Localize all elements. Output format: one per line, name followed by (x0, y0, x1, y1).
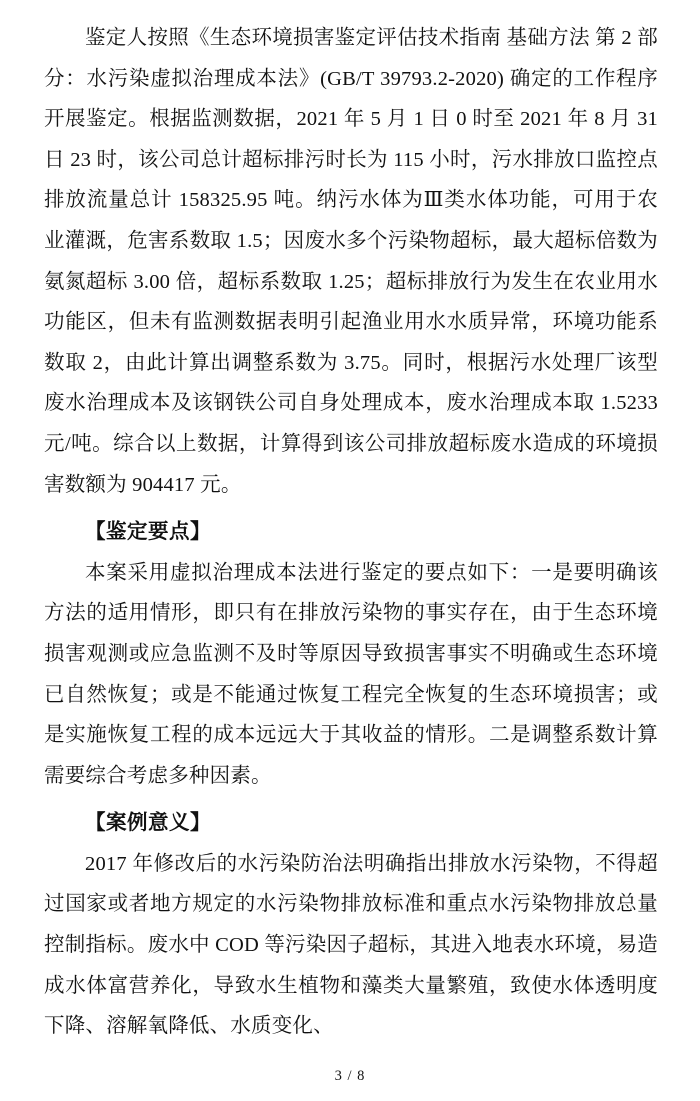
section-body-case-significance: 2017 年修改后的水污染防治法明确指出排放水污染物，不得超过国家或者地方规定的水污染物排放标准和重点水污染物排放总量控制指标。废水中 COD 等污染因子超标，其进入地表水环境，易造成水体富营养化，导致水生植物和藻类大量繁殖，致使水体透明度下降、溶解氧降低、水质变化、 (44, 852, 658, 1038)
page-number-footer: 3 / 8 (334, 1068, 366, 1084)
paragraph-spacer-1 (44, 505, 658, 512)
section-heading-appraisal-points: 【鉴定要点】 (85, 521, 211, 544)
paragraph-spacer-2 (44, 796, 658, 803)
section-heading-case-significance: 【案例意义】 (85, 812, 211, 835)
section-body-appraisal-points: 本案采用虚拟治理成本法进行鉴定的要点如下：一是要明确该方法的适用情形，即只有在排放污染物的事实存在，由于生态环境损害观测或应急监测不及时等原因导致损害事实不明确或生态环境已自然恢复；或是不能通过恢复工程完全恢复的生态环境损害；或是实施恢复工程的成本远远大于其收益的情形。二是调整系数计算需要综合考虑多种因素。 (44, 561, 658, 787)
body-paragraph-1: 鉴定人按照《生态环境损害鉴定评估技术指南 基础方法 第 2 部分：水污染虚拟治理成本法》(GB/T 39793.2-2020) 确定的工作程序开展鉴定。根据监测数据，2021 年 5 月 1 日 0 时至 2021 年 8 月 31 日 23 时，该公司总计超标排污时长为 115 小时，污水排放口监控点排放流量总计 158325.95 吨。纳污水体为Ⅲ类水体功能，可用于农业灌溉，危害系数取 1.5；因废水多个污染物超标，最大超标倍数为氨氮超标 3.00 倍，超标系数取 1.25；超标排放行为发生在农业用水功能区，但未有监测数据表明引起渔业用水水质异常，环境功能系数取 2，由此计算出调整系数为 3.75。同时，根据污水处理厂该型废水治理成本及该钢铁公司自身处理成本，废水治理成本取 1.5233 元/吨。综合以上数据，计算得到该公司排放超标废水造成的环境损害数额为 904417 元。 (44, 27, 658, 496)
